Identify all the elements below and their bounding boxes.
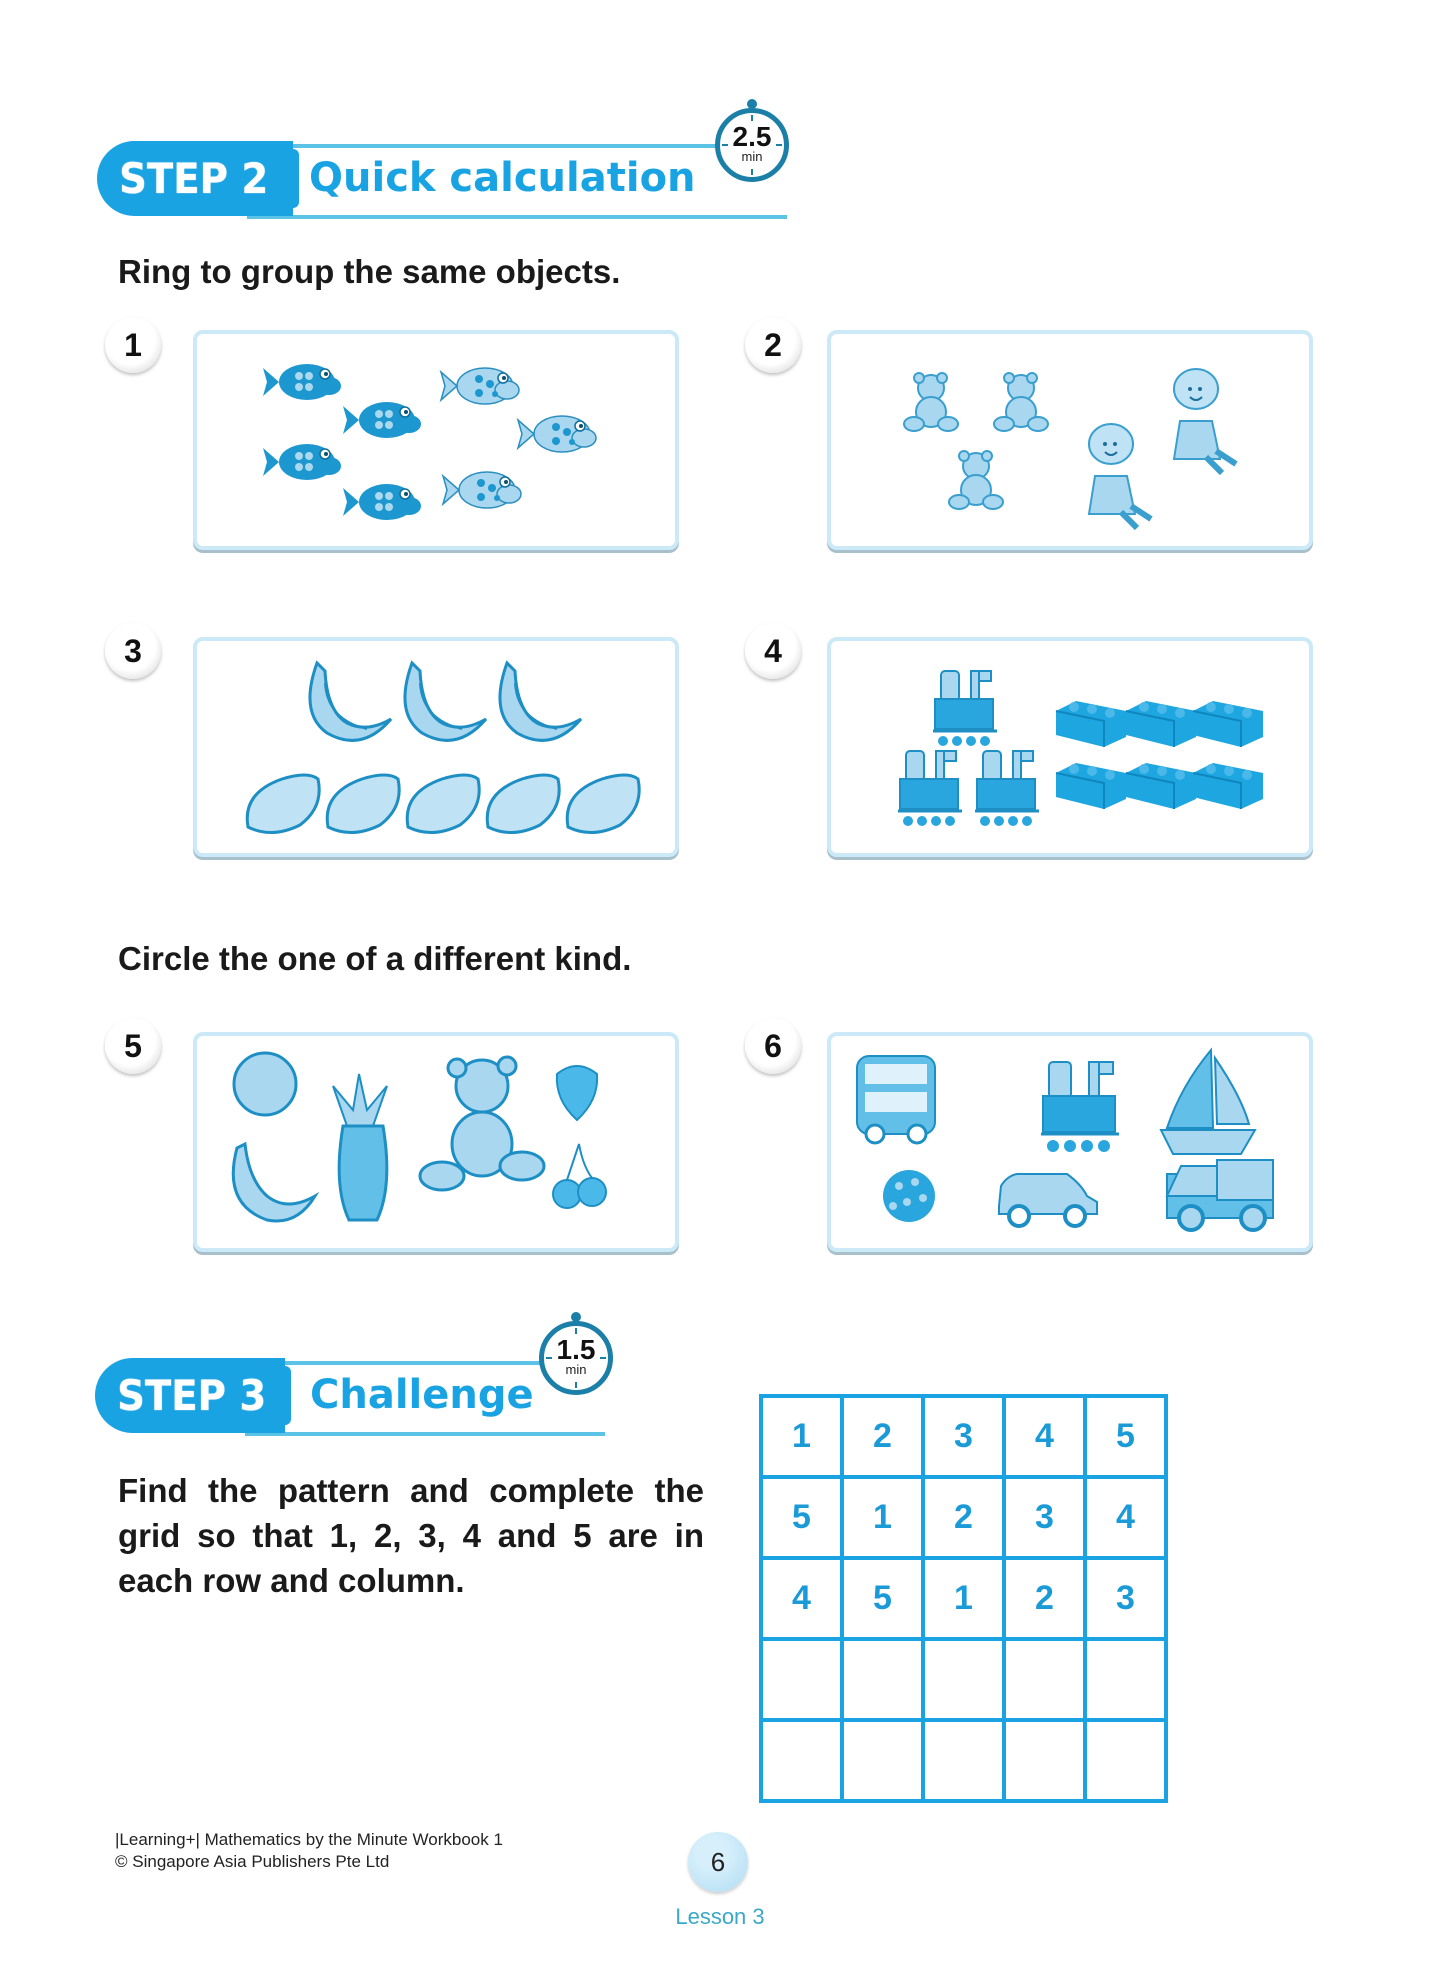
question-number: 2 [745,317,801,373]
strawberry-icon [557,1066,597,1120]
question-number: 6 [745,1018,801,1074]
grid-cell-empty[interactable] [923,1639,1004,1720]
vehicles-odd-one-out-illustration [831,1036,1309,1248]
grid-row [761,1396,1166,1477]
grid-cell: 2 [1004,1558,1085,1639]
grid-cell: 4 [1085,1477,1166,1558]
banana-icon [233,1144,315,1221]
step2-header [97,141,817,216]
instruction-group: Ring to group the same objects. [118,253,621,290]
question-1-box[interactable] [193,330,679,550]
grid-cell-empty[interactable] [842,1639,923,1720]
ball-icon [883,1170,935,1222]
car-icon [999,1174,1097,1226]
train-block-illustration [831,641,1309,853]
grid-cell: 1 [761,1396,842,1477]
question-number: 4 [745,623,801,679]
footer-copyright: © Singapore Asia Publishers Pte Ltd [115,1852,390,1871]
lesson-label: Lesson 3 [675,1904,765,1929]
grid-cell-empty[interactable] [1085,1639,1166,1720]
step2-label: STEP 2 [119,154,269,203]
grid-cell-empty[interactable] [842,1720,923,1801]
question-number: 3 [105,623,161,679]
grid-cell: 3 [1085,1558,1166,1639]
timer-icon [539,1321,613,1395]
question-number: 5 [105,1018,161,1074]
grid-row [761,1558,1166,1639]
toys-group-illustration [831,334,1309,546]
grid-cell: 2 [842,1396,923,1477]
train-icon [1041,1062,1119,1153]
page-number: 6 [688,1832,748,1892]
step2-pill [97,141,293,216]
question-2-box[interactable] [827,330,1313,550]
step3-pill [95,1358,285,1433]
question-3-box[interactable] [193,637,679,857]
grid-cell: 1 [842,1477,923,1558]
pineapple-icon [339,1126,387,1220]
step2-timer-value: 2.5 [732,121,772,152]
bus-icon [857,1056,935,1143]
grid-row [761,1720,1166,1801]
step3-title: Challenge [310,1372,534,1418]
step3-label: STEP 3 [117,1371,267,1420]
grid-cell: 5 [1085,1396,1166,1477]
grid-cell-empty[interactable] [1004,1639,1085,1720]
question-5-box[interactable] [193,1032,679,1252]
question-number: 1 [105,317,161,373]
fruit-odd-one-out-illustration [197,1036,675,1248]
instruction-different: Circle the one of a different kind. [118,940,632,977]
cherries-icon [553,1144,606,1208]
sailboat-icon [1161,1050,1255,1154]
grid-cell: 2 [923,1477,1004,1558]
footer-credits [115,1829,503,1873]
number-grid [759,1394,1168,1803]
grid-row [761,1477,1166,1558]
grid-cell-empty[interactable] [923,1720,1004,1801]
step3-timer-unit: min [565,1362,587,1377]
grid-cell: 4 [1004,1396,1085,1477]
grid-cell-empty[interactable] [1085,1720,1166,1801]
grid-cell: 3 [923,1396,1004,1477]
grid-cell: 1 [923,1558,1004,1639]
grid-cell-empty[interactable] [761,1720,842,1801]
fish-group-illustration [197,334,675,546]
grid-cell: 5 [761,1477,842,1558]
question-6-box[interactable] [827,1032,1313,1252]
grid-cell: 4 [761,1558,842,1639]
step2-title: Quick calculation [309,155,696,201]
step2-timer-unit: min [741,149,763,164]
footer-book-title: |Learning+| Mathematics by the Minute Workbook 1 [115,1830,503,1849]
teddy-bear-icon [420,1057,544,1190]
timer-icon [715,108,789,182]
step3-header [95,1358,615,1433]
banana-lemon-illustration [197,641,675,853]
van-icon [1167,1160,1273,1230]
step3-timer-value: 1.5 [556,1334,596,1365]
grid-cell: 5 [842,1558,923,1639]
grid-cell: 3 [1004,1477,1085,1558]
grid-cell-empty[interactable] [761,1639,842,1720]
pineapple-leaves [333,1074,387,1126]
grid-row [761,1639,1166,1720]
challenge-instruction: Find the pattern and complete the grid so that 1, 2, 3, 4 and 5 are in each row and column. [118,1472,704,1599]
orange-icon [234,1053,296,1115]
question-4-box[interactable] [827,637,1313,857]
grid-cell-empty[interactable] [1004,1720,1085,1801]
